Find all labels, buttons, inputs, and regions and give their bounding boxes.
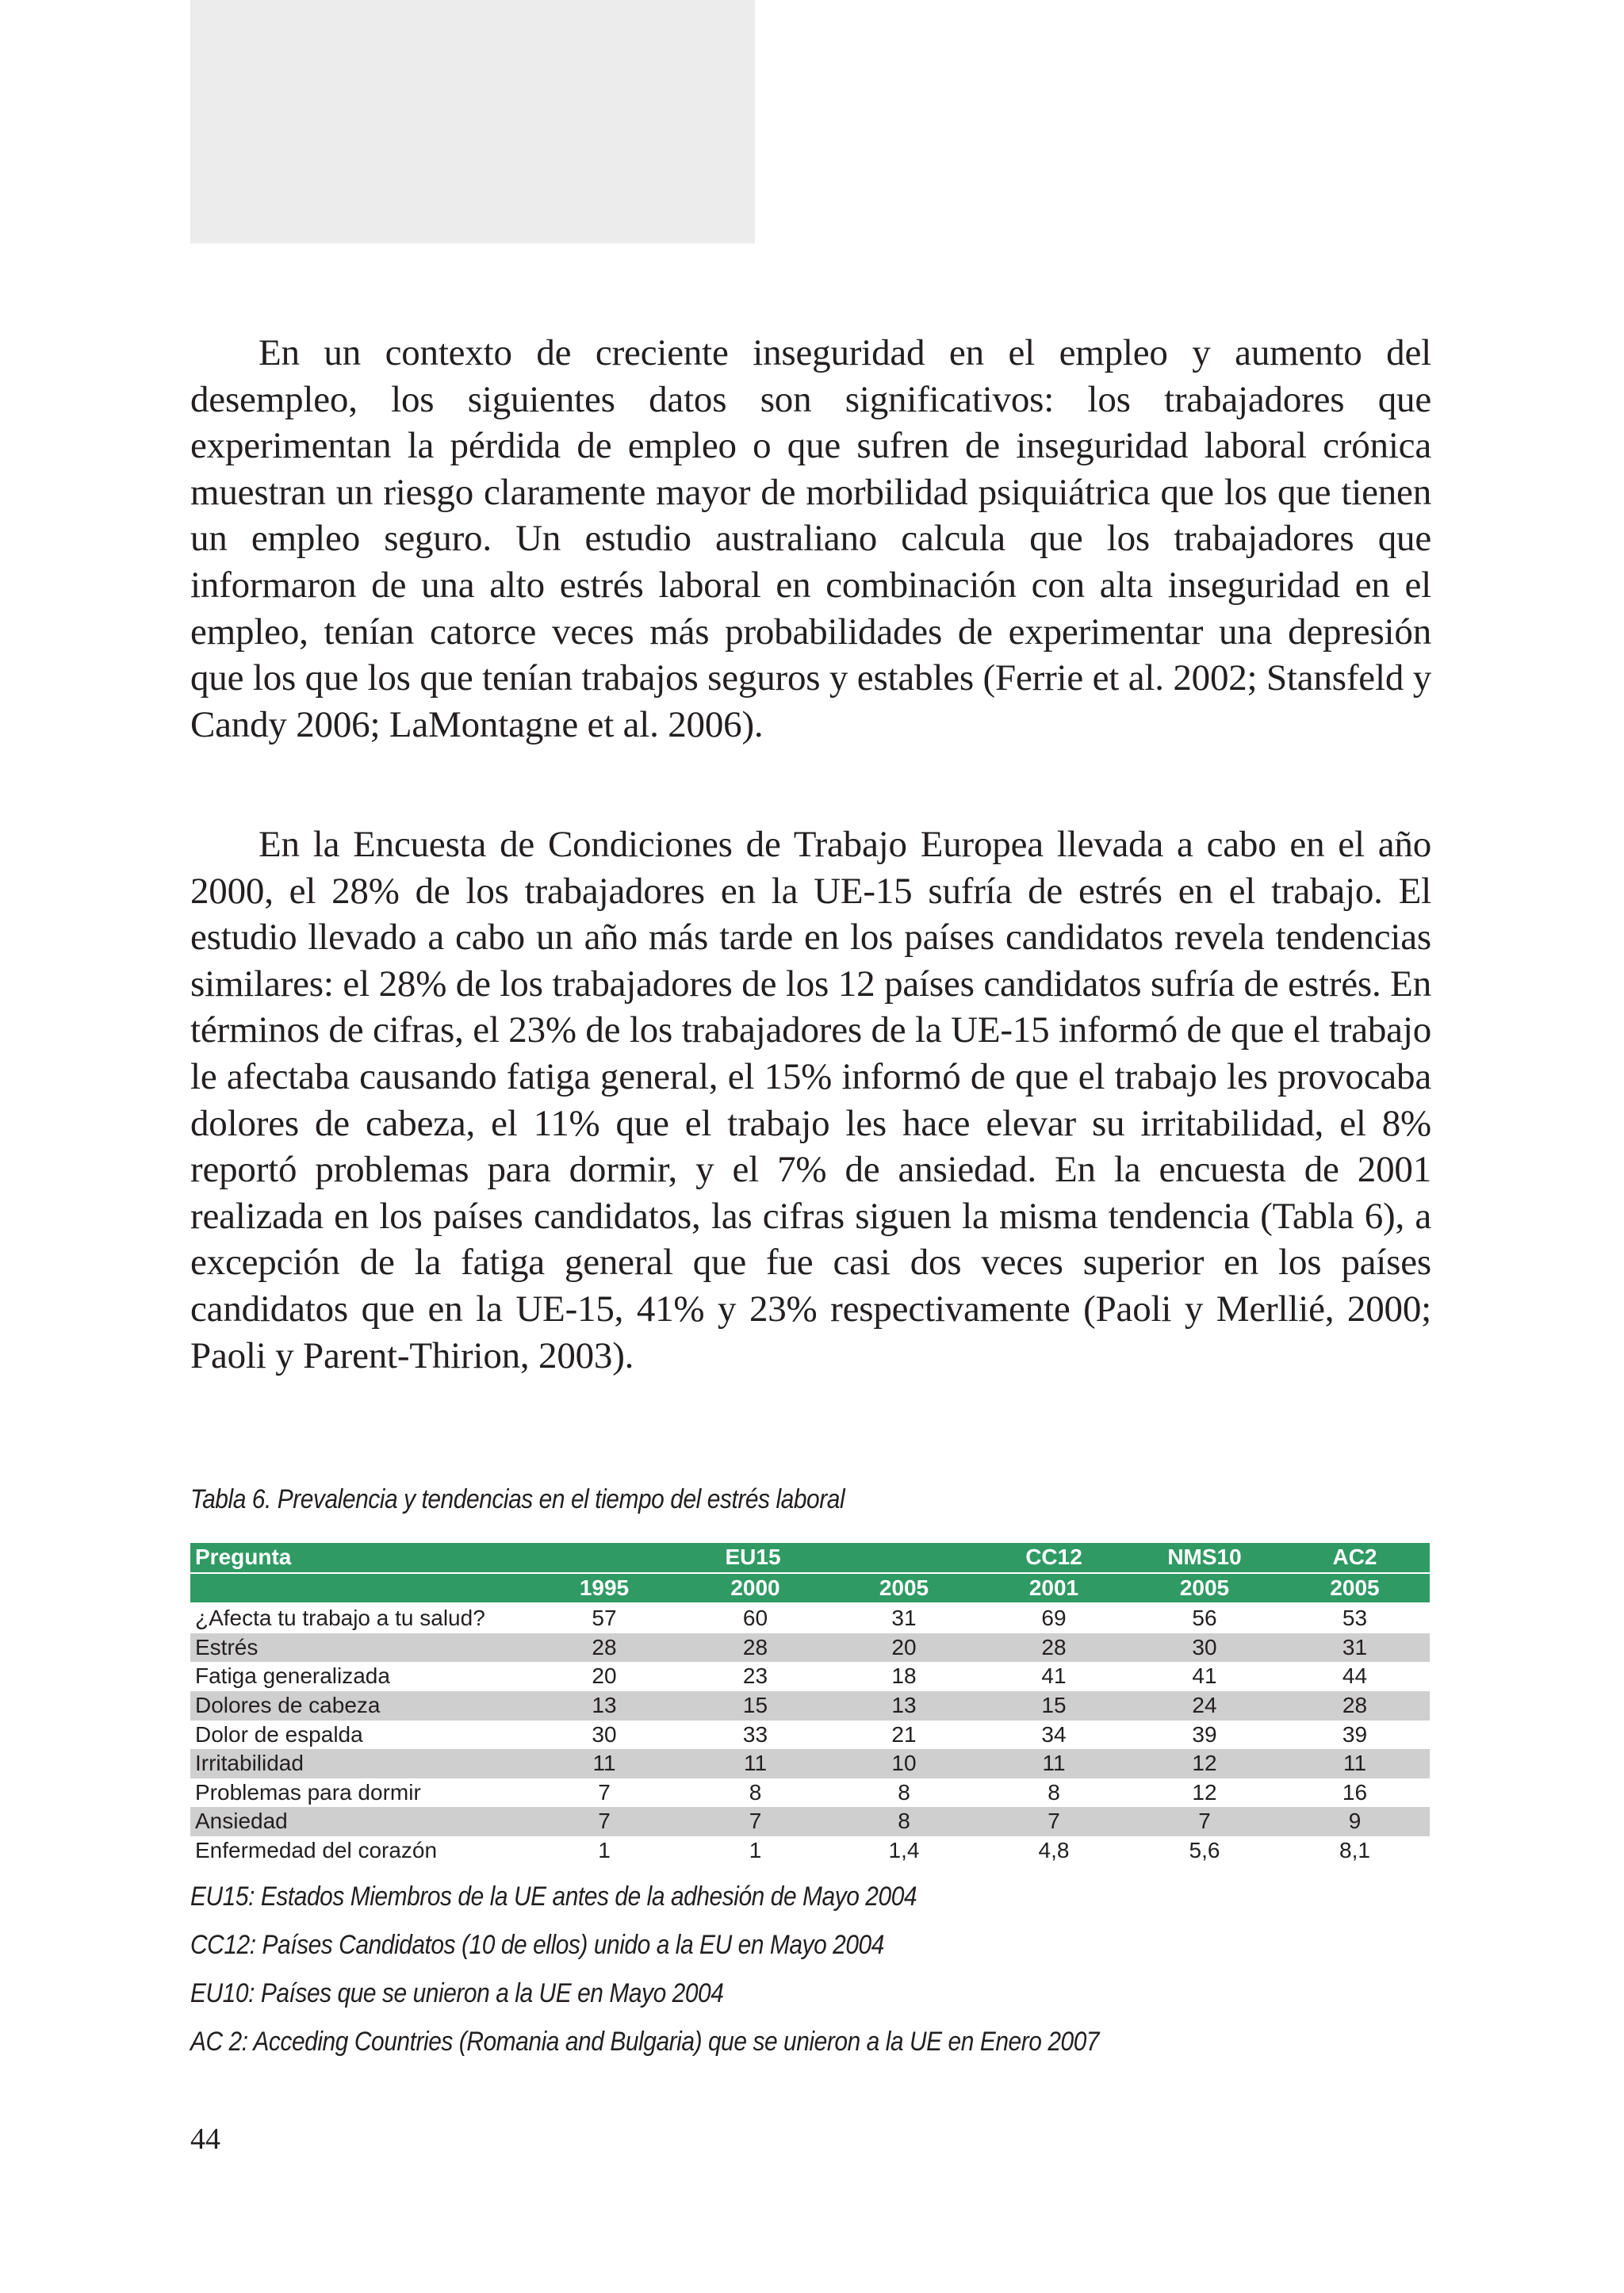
table-cell: 33	[681, 1721, 829, 1750]
table-cell: 11	[1280, 1749, 1430, 1778]
header-group-ac2: AC2	[1280, 1543, 1430, 1573]
table-years-row	[190, 1573, 1430, 1604]
table-row	[190, 1721, 1430, 1750]
table-cell: 31	[829, 1603, 979, 1633]
row-label: Fatiga generalizada	[190, 1662, 527, 1691]
table-row	[190, 1749, 1430, 1778]
table-cell: 1,4	[829, 1836, 979, 1866]
note-eu15: EU15: Estados Miembros de la UE antes de la adhesión de Mayo 2004	[190, 1881, 917, 1912]
table-row	[190, 1836, 1430, 1866]
table-cell: 39	[1280, 1721, 1430, 1750]
table-cell: 10	[829, 1749, 979, 1778]
header-placeholder-block	[190, 0, 755, 243]
header-year-blank	[190, 1573, 527, 1604]
table-cell: 7	[527, 1778, 681, 1808]
table-cell: 12	[1129, 1749, 1280, 1778]
body-paragraph-1: En un contexto de creciente inseguridad en el empleo y aumento del desempleo, los siguientes datos son significativos: los trabajadores que experimentan la pérdida de empleo o que sufren de inseguridad laboral crónica muestran un riesgo claramente mayor de morbilidad psiquiátrica que los que tienen un empleo seguro. Un estudio australiano calcula que los trabajadores que informaron de una alto estrés laboral en combinación con alta inseguridad en el empleo, tenían catorce veces más probabilidades de experimentar una depresión que los que los que tenían trabajos seguros y estables (Ferrie et al. 2002; Stansfeld y Candy 2006; LaMontagne et al. 2006).	[190, 332, 1431, 745]
table-cell: 41	[979, 1662, 1129, 1691]
header-year: 2000	[681, 1573, 829, 1604]
table-cell: 53	[1280, 1603, 1430, 1633]
table-cell: 28	[681, 1633, 829, 1663]
table-cell: 7	[527, 1807, 681, 1836]
row-label: Enfermedad del corazón	[190, 1836, 527, 1866]
table-cell: 16	[1280, 1778, 1430, 1808]
note-cc12: CC12: Países Candidatos (10 de ellos) unido a la EU en Mayo 2004	[190, 1930, 884, 1960]
header-group-eu15: EU15	[527, 1543, 979, 1573]
table-cell: 8	[681, 1778, 829, 1808]
table-row	[190, 1778, 1430, 1808]
table-cell: 13	[829, 1691, 979, 1721]
table-cell: 28	[527, 1633, 681, 1663]
page-number: 44	[190, 2123, 220, 2156]
table-cell: 7	[1129, 1807, 1280, 1836]
table-cell: 34	[979, 1721, 1129, 1750]
header-group-cc12: CC12	[979, 1543, 1129, 1573]
table-cell: 8	[979, 1778, 1129, 1808]
table-cell: 8,1	[1280, 1836, 1430, 1866]
table-cell: 20	[829, 1633, 979, 1663]
table-cell: 1	[681, 1836, 829, 1866]
header-year: 2001	[979, 1573, 1129, 1604]
header-group-nms10: NMS10	[1129, 1543, 1280, 1573]
table-cell: 11	[527, 1749, 681, 1778]
table-caption: Tabla 6. Prevalencia y tendencias en el tiempo del estrés laboral	[190, 1484, 845, 1514]
table-cell: 20	[527, 1662, 681, 1691]
table-row	[190, 1807, 1430, 1836]
row-label: ¿Afecta tu trabajo a tu salud?	[190, 1603, 527, 1633]
row-label: Ansiedad	[190, 1807, 527, 1836]
table-cell: 24	[1129, 1691, 1280, 1721]
body-paragraph-2: En la Encuesta de Condiciones de Trabajo Europea llevada a cabo en el año 2000, el 28% de los trabajadores en la UE-15 sufría de estrés en el trabajo. El estudio llevado a cabo un año más tarde en los países candidatos revela tendencias similares: el 28% de los trabajadores de los 12 países candidatos sufría de estrés. En términos de cifras, el 23% de los trabajadores de la UE-15 informó de que el trabajo le afectaba causando fatiga general, el 15% informó de que el trabajo les provocaba dolores de cabeza, el 11% que el trabajo les hace elevar su irritabilidad, el 8% reportó problemas para dormir, y el 7% de ansiedad. En la encuesta de 2001 realizada en los países candidatos, las cifras siguen la misma tendencia (Tabla 6), a excepción de la fatiga general que fue casi dos veces superior en los países candidatos que en la UE-15, 41% y 23% respectivamente (Paoli y Merllié, 2000; Paoli y Parent-Thirion, 2003).	[190, 824, 1431, 1376]
table-header-row	[190, 1543, 1430, 1573]
table-cell: 28	[1280, 1691, 1430, 1721]
table-cell: 12	[1129, 1778, 1280, 1808]
table-cell: 13	[527, 1691, 681, 1721]
stress-table	[190, 1543, 1430, 1866]
header-question: Pregunta	[190, 1543, 527, 1573]
table-cell: 15	[681, 1691, 829, 1721]
row-label: Irritabilidad	[190, 1749, 527, 1778]
table-cell: 44	[1280, 1662, 1430, 1691]
table-cell: 41	[1129, 1662, 1280, 1691]
table-cell: 57	[527, 1603, 681, 1633]
table-row	[190, 1691, 1430, 1721]
data-table	[190, 1543, 1430, 1866]
row-label: Problemas para dormir	[190, 1778, 527, 1808]
table-notes	[190, 1873, 1099, 2066]
table-row	[190, 1662, 1430, 1691]
row-label: Dolores de cabeza	[190, 1691, 527, 1721]
table-cell: 9	[1280, 1807, 1430, 1836]
note-ac2: AC 2: Acceding Countries (Romania and Bulgaria) que se unieron a la UE en Enero 2007	[190, 2027, 1100, 2057]
table-cell: 69	[979, 1603, 1129, 1633]
table-cell: 8	[829, 1807, 979, 1836]
table-cell: 39	[1129, 1721, 1280, 1750]
table-cell: 30	[527, 1721, 681, 1750]
table-cell: 5,6	[1129, 1836, 1280, 1866]
table-cell: 1	[527, 1836, 681, 1866]
table-cell: 15	[979, 1691, 1129, 1721]
header-year: 2005	[829, 1573, 979, 1604]
header-year: 2005	[1280, 1573, 1430, 1604]
table-cell: 21	[829, 1721, 979, 1750]
table-cell: 4,8	[979, 1836, 1129, 1866]
table-cell: 11	[681, 1749, 829, 1778]
table-cell: 30	[1129, 1633, 1280, 1663]
header-year: 1995	[527, 1573, 681, 1604]
table-cell: 8	[829, 1778, 979, 1808]
table-cell: 7	[979, 1807, 1129, 1836]
table-cell: 56	[1129, 1603, 1280, 1633]
table-cell: 28	[979, 1633, 1129, 1663]
table-body	[190, 1603, 1430, 1865]
header-year: 2005	[1129, 1573, 1280, 1604]
note-eu10: EU10: Países que se unieron a la UE en Mayo 2004	[190, 1978, 724, 2008]
table-cell: 31	[1280, 1633, 1430, 1663]
table-row	[190, 1633, 1430, 1663]
table-cell: 60	[681, 1603, 829, 1633]
row-label: Estrés	[190, 1633, 527, 1663]
table-row	[190, 1603, 1430, 1633]
table-cell: 23	[681, 1662, 829, 1691]
row-label: Dolor de espalda	[190, 1721, 527, 1750]
table-cell: 18	[829, 1662, 979, 1691]
table-cell: 11	[979, 1749, 1129, 1778]
table-cell: 7	[681, 1807, 829, 1836]
